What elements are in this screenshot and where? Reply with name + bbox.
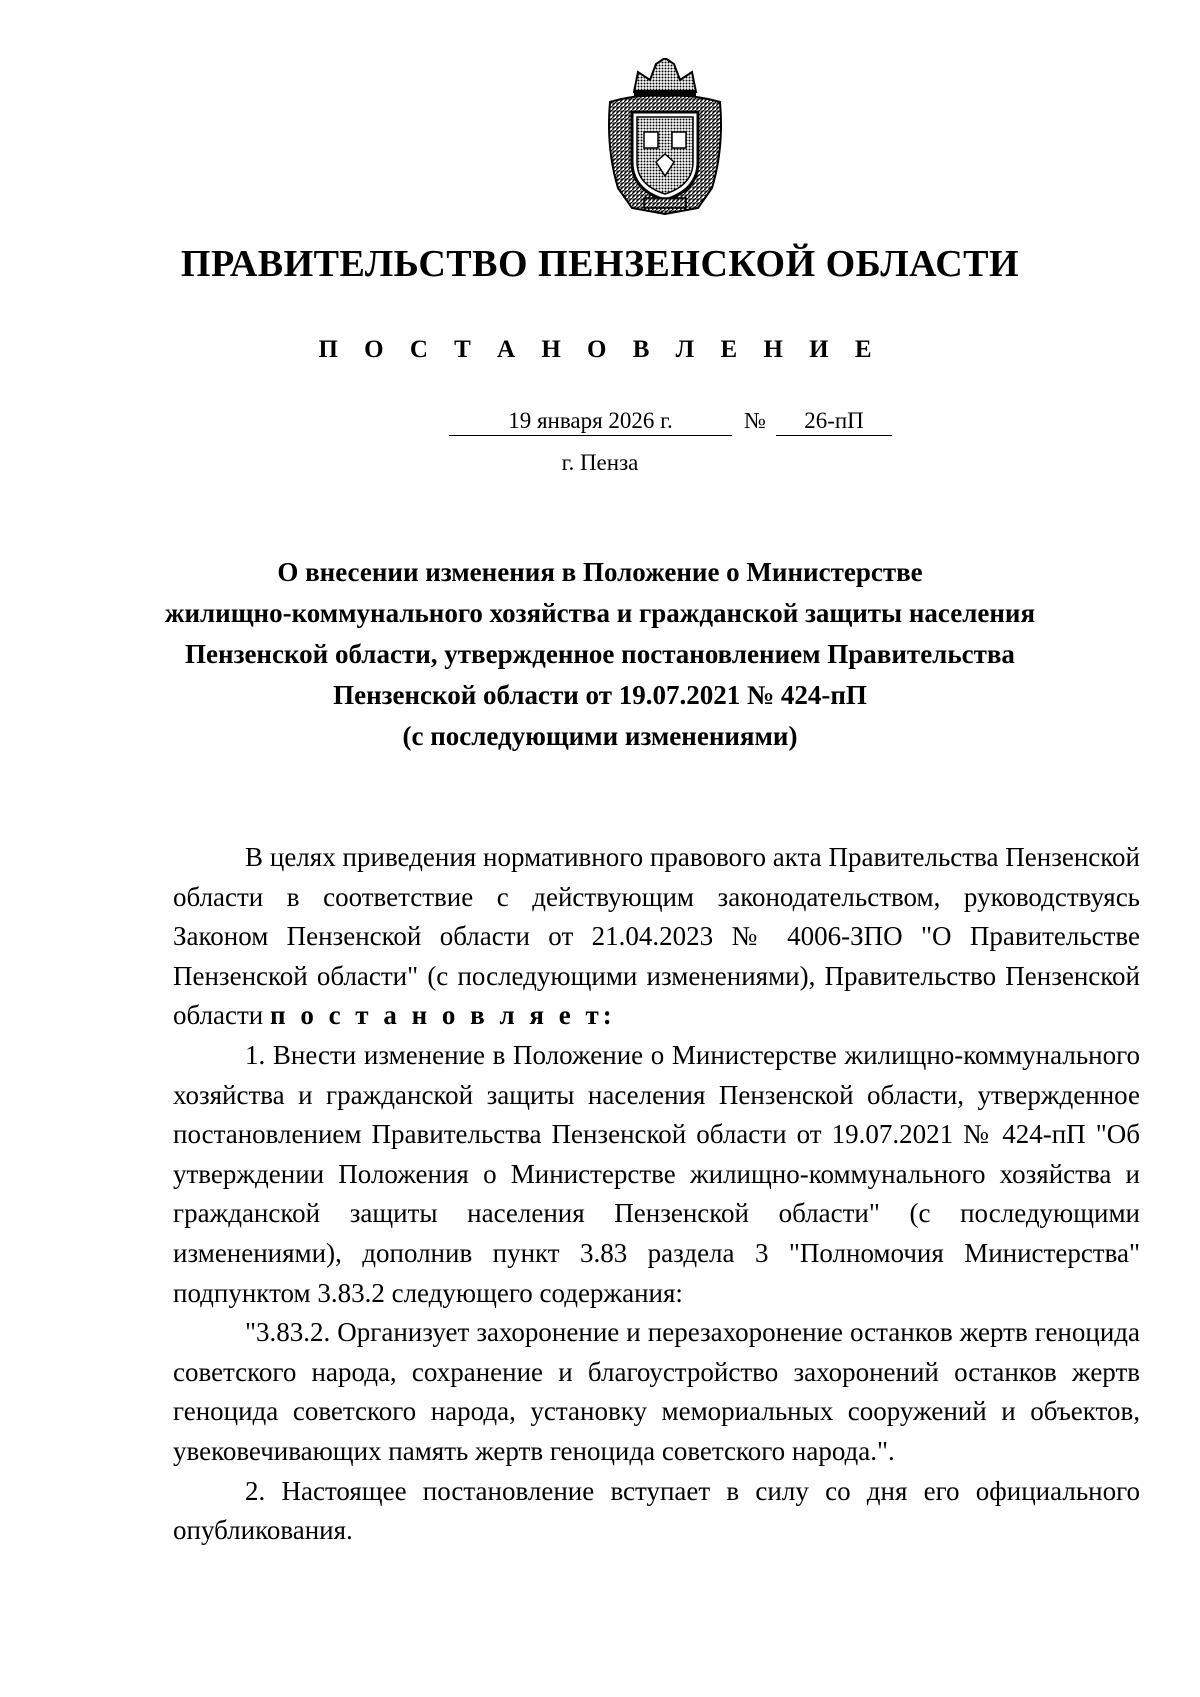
item-1-paragraph: 1. Внести изменение в Положение о Министерстве жилищно-коммунального хозяйства и гражданской защиты населения Пензенской области, утвержденное постановлением Правительства Пензенской области от 19.07.2021 № 424-пП "Об утверждении Положения о Министерстве жилищно-коммунального хозяйства и гражданской защиты населения Пензенской области" (с последующими изменениями), дополнив пункт 3.83 раздела 3 "Полномочия Министерства" подпунктом 3.83.2 следующего содержания:: [173, 1039, 1140, 1308]
preamble-text: В целях приведения нормативного правового акта Правительства Пензенской области в соответствие с действующим законодательством, руководствуясь Законом Пензенской области от 21.04.2023 № 4006-ЗПО "О Правительстве Пензенской области" (с последующими изменениями), Правительство Пензенской области: [173, 842, 1140, 1031]
resolves-word: п о с т а н о в л я е т:: [270, 1000, 616, 1031]
date-number-line: [449, 408, 899, 438]
document-number: 26-пП: [776, 408, 892, 436]
document-title: [160, 552, 1040, 757]
title-line: О внесении изменения в Положение о Министерстве: [277, 557, 923, 587]
document-body: [173, 838, 1140, 1551]
number-sign: №: [744, 408, 766, 433]
organization-name: ПРАВИТЕЛЬСТВО ПЕНЗЕНСКОЙ ОБЛАСТИ: [180, 243, 1020, 285]
coat-of-arms-icon: [604, 58, 726, 216]
title-line: Пензенской области, утвержденное постановлением Правительства: [185, 639, 1015, 669]
item-2-paragraph: 2. Настоящее постановление вступает в силу со дня его официального опубликования.: [173, 1475, 1140, 1546]
document-date: 19 января 2026 г.: [449, 408, 732, 436]
title-line: (с последующими изменениями): [402, 721, 798, 751]
title-line: Пензенской области от 19.07.2021 № 424-пП: [333, 680, 867, 710]
title-line: жилищно-коммунального хозяйства и гражданской защиты населения: [164, 598, 1036, 628]
preamble-paragraph: [173, 838, 1140, 1036]
quoted-subclause-paragraph: "3.83.2. Организует захоронение и перезахоронение останков жертв геноцида советского народа, сохранение и благоустройство захоронений останков жертв геноцида советского народа, установку мемориальных сооружений и объектов, увековечивающих память жертв геноцида советского народа.".: [173, 1317, 1140, 1466]
city: г. Пенза: [561, 450, 639, 475]
document-type: П О С Т А Н О В Л Е Н И Е: [318, 336, 882, 363]
